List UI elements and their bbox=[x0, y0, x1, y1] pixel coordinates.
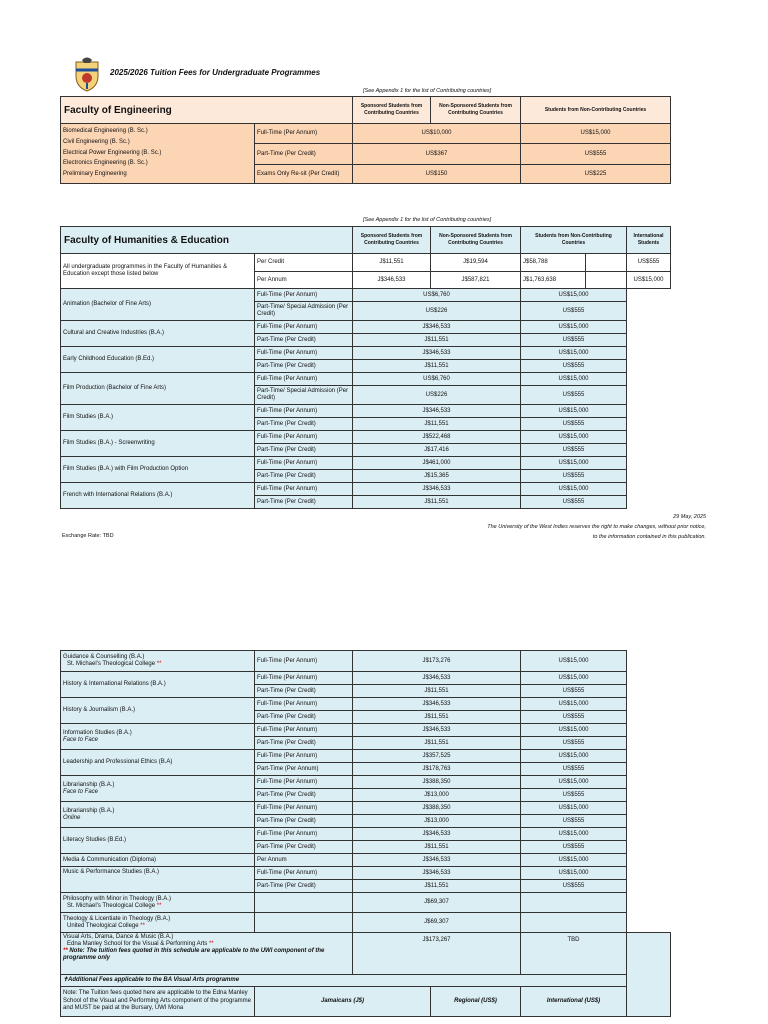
currency-header: Jamaicans (J$) bbox=[255, 987, 431, 1017]
faculty-title: Faculty of Engineering bbox=[61, 97, 353, 124]
footer-date: 29 May, 2025 bbox=[673, 514, 706, 520]
programme-name: All undergraduate programmes in the Faculty of Humanities & Education except those listed below bbox=[61, 254, 255, 289]
empty-cell bbox=[627, 418, 671, 431]
empty-cell bbox=[627, 815, 671, 828]
fee-cell: J$11,551 bbox=[353, 334, 521, 347]
footer-disclaimer: to the information contained in this publication. bbox=[592, 534, 706, 540]
empty-cell bbox=[627, 854, 671, 867]
mode-cell: Part-Time (Per Credit) bbox=[255, 880, 353, 893]
mode-cell: Full-Time (Per Annum) bbox=[255, 672, 353, 685]
empty-cell bbox=[627, 737, 671, 750]
mode-cell: Full-Time (Per Annum) bbox=[255, 724, 353, 737]
mode-cell: Part-Time/ Special Admission (Per Credit) bbox=[255, 302, 353, 321]
fee-cell: J$11,551 bbox=[353, 360, 521, 373]
fee-cell: J$346,533 bbox=[353, 347, 521, 360]
uwi-crest-icon bbox=[72, 56, 102, 92]
document-title: 2025/2026 Tuition Fees for Undergraduate Programmes bbox=[110, 68, 321, 77]
mode-cell: Per Credit bbox=[255, 254, 353, 272]
mode-cell: Full-Time (Per Annum) bbox=[255, 405, 353, 418]
currency-header: International (US$) bbox=[521, 987, 627, 1017]
fee-cell: US$15,000 bbox=[521, 776, 627, 789]
footer-disclaimer: The University of the West Indies reserves the right to make changes, without prior notice, bbox=[487, 524, 706, 530]
fee-cell: J$346,533 bbox=[353, 724, 521, 737]
faculty-title: Faculty of Humanities & Education bbox=[61, 227, 353, 254]
fee-cell: J$58,788 bbox=[521, 254, 586, 272]
mode-cell: Full-Time (Per Annum) bbox=[255, 431, 353, 444]
fee-cell: US$15,000 bbox=[521, 802, 627, 815]
fee-cell: US$555 bbox=[521, 144, 671, 165]
fee-cell: US$150 bbox=[353, 165, 521, 184]
mode-cell: Full-Time (Per Annum) bbox=[255, 776, 353, 789]
fee-cell: US$555 bbox=[521, 470, 627, 483]
mode-cell: Full-Time (Per Annum) bbox=[255, 750, 353, 763]
empty-cell bbox=[627, 373, 671, 386]
fee-cell: J$69,307 bbox=[353, 893, 521, 913]
fee-cell: US$555 bbox=[521, 880, 627, 893]
fee-cell: US$15,000 bbox=[521, 347, 627, 360]
empty-cell bbox=[627, 750, 671, 763]
fee-cell: US$15,000 bbox=[521, 867, 627, 880]
mode-cell: Part-Time (Per Credit) bbox=[255, 815, 353, 828]
programme-name: Film Studies (B.A.) - Screenwriting bbox=[61, 431, 255, 457]
mode-cell: Part-Time (Per Credit) bbox=[255, 711, 353, 724]
programme-name: Music & Performance Studies (B.A.) bbox=[61, 867, 255, 893]
empty-cell bbox=[627, 457, 671, 470]
fee-cell: US$555 bbox=[521, 763, 627, 776]
mode-cell: Part-Time (Per Annum) bbox=[255, 763, 353, 776]
fee-cell: J$11,551 bbox=[353, 418, 521, 431]
fee-cell: US$555 bbox=[521, 815, 627, 828]
fee-cell: US$10,000 bbox=[353, 124, 521, 144]
empty-cell bbox=[627, 698, 671, 711]
fee-cell: J$11,551 bbox=[353, 711, 521, 724]
empty-cell bbox=[627, 880, 671, 893]
fee-cell: J$357,525 bbox=[353, 750, 521, 763]
programme-cell: Visual Arts, Drama, Dance & Music (B.A.) Edna Manley School for the Visual & Performing Arts ** ** Note: The tuition fees quoted in this schedule are applicable to the UWI component of the programme only bbox=[61, 933, 353, 975]
fee-cell: US$15,000 bbox=[521, 431, 627, 444]
side-cell bbox=[627, 933, 671, 1017]
empty-cell bbox=[627, 289, 671, 302]
appendix-note: [See Appendix 1 for the list of Contributing countries] bbox=[363, 217, 492, 223]
mode-cell: Full-Time (Per Annum) bbox=[255, 698, 353, 711]
empty-cell bbox=[627, 711, 671, 724]
programme-cell: History & Journalism (B.A.) bbox=[61, 698, 255, 724]
mode-cell: Full-Time (Per Annum) bbox=[255, 867, 353, 880]
empty-cell bbox=[627, 483, 671, 496]
programme-cell bbox=[61, 893, 255, 913]
fee-cell: US$15,000 bbox=[521, 483, 627, 496]
empty-cell bbox=[627, 893, 671, 913]
empty-cell bbox=[627, 802, 671, 815]
empty-cell bbox=[627, 651, 671, 672]
humanities-table bbox=[60, 226, 671, 509]
fee-cell: US$555 bbox=[521, 737, 627, 750]
fee-cell: US$15,000 bbox=[521, 373, 627, 386]
empty-cell bbox=[627, 672, 671, 685]
fee-cell: J$388,350 bbox=[353, 776, 521, 789]
mode-cell: Part-Time/ Special Admission (Per Credit) bbox=[255, 386, 353, 405]
fee-cell: J$13,000 bbox=[353, 789, 521, 802]
programme-name: Film Production (Bachelor of Fine Arts) bbox=[61, 373, 255, 405]
fee-cell: US$555 bbox=[521, 334, 627, 347]
fee-cell: US$555 bbox=[521, 789, 627, 802]
empty-cell bbox=[627, 334, 671, 347]
programme-sub: St. Michael's Theological College bbox=[67, 902, 156, 909]
mode-cell: Full-Time (Per Annum) bbox=[255, 373, 353, 386]
col-header: Non-Sponsored Students from Contributing Countries bbox=[431, 227, 521, 254]
fee-cell: US$15,000 bbox=[521, 724, 627, 737]
fee-cell: US$555 bbox=[627, 254, 671, 272]
empty-cell bbox=[627, 724, 671, 737]
fee-cell: J$346,533 bbox=[353, 405, 521, 418]
appendix-note: [See Appendix 1 for the list of Contributing countries] bbox=[363, 88, 492, 94]
footnote-mark: ** bbox=[156, 902, 162, 909]
programme-cell: Information Studies (B.A.) Face to Face bbox=[61, 724, 255, 750]
fee-cell: J$13,000 bbox=[353, 815, 521, 828]
mode-cell: Part-Time (Per Credit) bbox=[255, 418, 353, 431]
mode-cell: Full-Time (Per Annum) bbox=[255, 457, 353, 470]
col-header: Non-Sponsored Students from Contributing Countries bbox=[431, 97, 521, 124]
fee-cell: J$346,533 bbox=[353, 867, 521, 880]
programme-cell: Librarianship (B.A.) Online bbox=[61, 802, 255, 828]
col-header: Sponsored Students from Contributing Countries bbox=[353, 97, 431, 124]
programme-name: Philosophy with Minor in Theology (B.A.) bbox=[63, 895, 171, 902]
fee-cell: US$15,000 bbox=[521, 321, 627, 334]
fee-cell: J$15,365 bbox=[353, 470, 521, 483]
empty-cell bbox=[627, 496, 671, 509]
empty-cell bbox=[627, 789, 671, 802]
fee-cell: J$11,551 bbox=[353, 880, 521, 893]
mode-cell: Part-Time (Per Credit) bbox=[255, 144, 353, 165]
fee-cell: J$11,551 bbox=[353, 737, 521, 750]
fee-cell: J$461,000 bbox=[353, 457, 521, 470]
empty-cell bbox=[627, 867, 671, 880]
fee-cell: J$173,267 bbox=[353, 933, 521, 975]
fee-cell: J$11,551 bbox=[353, 685, 521, 698]
programme-cell: Librarianship (B.A.) Face to Face bbox=[61, 776, 255, 802]
fee-cell: TBD bbox=[521, 933, 627, 975]
fee-cell: US$367 bbox=[353, 144, 521, 165]
programme-cell bbox=[61, 913, 255, 933]
fee-cell: J$11,551 bbox=[353, 254, 431, 272]
fee-cell: US$15,000 bbox=[521, 405, 627, 418]
mode-cell: Exams Only Re-sit (Per Credit) bbox=[255, 165, 353, 184]
fee-cell: US$226 bbox=[353, 302, 521, 321]
fee-cell: US$555 bbox=[521, 302, 627, 321]
col-header: International Students bbox=[627, 227, 671, 254]
programme-sub: St. Michael's Theological College bbox=[67, 661, 156, 667]
humanities-programmes bbox=[61, 289, 671, 509]
programme-cell: History & International Relations (B.A.) bbox=[61, 672, 255, 698]
mode-cell: Full-Time (Per Annum) bbox=[255, 483, 353, 496]
empty-cell bbox=[627, 444, 671, 457]
fee-cell: US$226 bbox=[353, 386, 521, 405]
mode-cell: Full-Time (Per Annum) bbox=[255, 347, 353, 360]
fee-cell: US$15,000 bbox=[627, 272, 671, 289]
fee-cell: J$346,533 bbox=[353, 854, 521, 867]
programme-name: Film Studies (B.A.) with Film Production Option bbox=[61, 457, 255, 483]
programme-name: Cultural and Creative Industries (B.A.) bbox=[61, 321, 255, 347]
mode-cell: Part-Time (Per Credit) bbox=[255, 789, 353, 802]
mode-cell bbox=[255, 913, 353, 933]
fee-cell: US$555 bbox=[521, 418, 627, 431]
fee-cell: US$555 bbox=[521, 496, 627, 509]
mode-cell: Per Annum bbox=[255, 854, 353, 867]
empty-cell bbox=[627, 841, 671, 854]
footnote-mark: ** bbox=[140, 922, 145, 929]
fee-cell: US$15,000 bbox=[521, 698, 627, 711]
mode-cell: Full-Time (Per Annum) bbox=[255, 828, 353, 841]
programme-cell: Leadership and Professional Ethics (B.A) bbox=[61, 750, 255, 776]
edna-note: Note: The Tuition fees quoted here are applicable to the Edna Manley School of the Visual and Performing Arts component of the programme and MUST be paid at the Bursary, UWI Mona bbox=[61, 987, 255, 1017]
mode-cell: Part-Time (Per Credit) bbox=[255, 841, 353, 854]
fee-cell: US$6,760 bbox=[353, 289, 521, 302]
empty-cell bbox=[627, 470, 671, 483]
mode-cell: Part-Time (Per Credit) bbox=[255, 444, 353, 457]
fee-cell: US$15,000 bbox=[521, 828, 627, 841]
empty-cell bbox=[627, 360, 671, 373]
fee-cell: J$346,533 bbox=[353, 672, 521, 685]
mode-cell: Part-Time (Per Credit) bbox=[255, 496, 353, 509]
fee-cell: J$69,307 bbox=[353, 913, 521, 933]
programme-name: Media & Communication (Diploma) bbox=[61, 854, 255, 867]
empty-cell bbox=[627, 431, 671, 444]
fee-cell: J$178,763 bbox=[353, 763, 521, 776]
fee-cell: J$388,350 bbox=[353, 802, 521, 815]
programme-name: Film Studies (B.A.) bbox=[61, 405, 255, 431]
additional-fees-heading: ✝Additional Fees applicable to the BA Visual Arts programme bbox=[61, 975, 627, 987]
programme-sub: United Theological College bbox=[67, 922, 139, 929]
empty-cell bbox=[627, 321, 671, 334]
fee-cell: J$346,533 bbox=[353, 321, 521, 334]
programme-name: Theology & Licentiate in Theology (B.A.) bbox=[63, 915, 171, 922]
fee-cell bbox=[521, 913, 627, 933]
empty-cell bbox=[627, 828, 671, 841]
empty-cell bbox=[627, 913, 671, 933]
mode-cell: Full-Time (Per Annum) bbox=[255, 651, 353, 672]
fee-cell: US$15,000 bbox=[521, 651, 627, 672]
fee-cell: J$522,468 bbox=[353, 431, 521, 444]
mode-cell: Part-Time (Per Credit) bbox=[255, 360, 353, 373]
empty-cell bbox=[627, 763, 671, 776]
col-header: Students from Non-Contributing Countries bbox=[521, 97, 671, 124]
fee-cell: US$15,000 bbox=[521, 672, 627, 685]
fee-cell: US$15,000 bbox=[521, 854, 627, 867]
fee-cell: J$346,533 bbox=[353, 483, 521, 496]
fee-cell: J$346,533 bbox=[353, 272, 431, 289]
mode-cell: Per Annum bbox=[255, 272, 353, 289]
programme-cell bbox=[61, 651, 255, 672]
fee-cell: US$555 bbox=[521, 386, 627, 405]
mode-cell: Full-Time (Per Annum) bbox=[255, 289, 353, 302]
fee-cell: US$555 bbox=[521, 711, 627, 724]
fee-cell: J$346,533 bbox=[353, 698, 521, 711]
fee-cell: J$173,276 bbox=[353, 651, 521, 672]
fee-cell: US$555 bbox=[521, 444, 627, 457]
fee-cell: J$17,416 bbox=[353, 444, 521, 457]
footnote-mark: ** bbox=[156, 661, 162, 667]
empty-cell bbox=[627, 347, 671, 360]
mode-cell: Full-Time (Per Annum) bbox=[255, 321, 353, 334]
programme-name: Guidance & Counselling (B.A.) bbox=[63, 654, 145, 660]
mode-cell: Full-Time (Per Annum) bbox=[255, 802, 353, 815]
fee-cell: US$15,000 bbox=[521, 124, 671, 144]
mode-cell bbox=[255, 893, 353, 913]
fee-cell: J$346,533 bbox=[353, 828, 521, 841]
empty-cell bbox=[627, 405, 671, 418]
fee-cell: US$6,760 bbox=[353, 373, 521, 386]
programme-name: Animation (Bachelor of Fine Arts) bbox=[61, 289, 255, 321]
fee-cell: J$587,821 bbox=[431, 272, 521, 289]
fee-cell: J$11,551 bbox=[353, 496, 521, 509]
col-header: Sponsored Students from Contributing Countries bbox=[353, 227, 431, 254]
fee-cell: US$225 bbox=[521, 165, 671, 184]
humanities-table-continued bbox=[60, 650, 671, 1017]
programme-cell: Literacy Studies (B.Ed.) bbox=[61, 828, 255, 854]
engineering-table bbox=[60, 96, 671, 184]
mode-cell: Part-Time (Per Credit) bbox=[255, 685, 353, 698]
empty-cell bbox=[627, 776, 671, 789]
col-header: Students from Non-Contributing Countries bbox=[521, 227, 627, 254]
currency-header: Regional (US$) bbox=[431, 987, 521, 1017]
fee-cell: US$15,000 bbox=[521, 750, 627, 763]
mode-cell: Part-Time (Per Credit) bbox=[255, 334, 353, 347]
fee-cell: J$19,594 bbox=[431, 254, 521, 272]
fee-cell bbox=[521, 893, 627, 913]
programme-name: Early Childhood Education (B.Ed.) bbox=[61, 347, 255, 373]
fee-cell: US$555 bbox=[521, 685, 627, 698]
fee-cell: J$1,763,638 bbox=[521, 272, 586, 289]
exchange-rate: Exchange Rate: TBD bbox=[62, 533, 114, 539]
fee-cell: US$15,000 bbox=[521, 289, 627, 302]
empty-cell bbox=[627, 302, 671, 321]
fee-cell: US$555 bbox=[521, 360, 627, 373]
mode-cell: Part-Time (Per Credit) bbox=[255, 737, 353, 750]
mode-cell: Full-Time (Per Annum) bbox=[255, 124, 353, 144]
mode-cell: Part-Time (Per Credit) bbox=[255, 470, 353, 483]
programme-list: Biomedical Engineering (B. Sc.) Civil Engineering (B. Sc.) Electrical Power Engineering (B. Sc.) Electronics Engineering (B. Sc.) Preliminary Engineering bbox=[61, 124, 255, 184]
empty-cell bbox=[627, 685, 671, 698]
empty-cell bbox=[627, 386, 671, 405]
programme-name: French with International Relations (B.A.) bbox=[61, 483, 255, 509]
fee-cell: J$11,551 bbox=[353, 841, 521, 854]
fee-cell: US$555 bbox=[521, 841, 627, 854]
fee-cell: US$15,000 bbox=[521, 457, 627, 470]
